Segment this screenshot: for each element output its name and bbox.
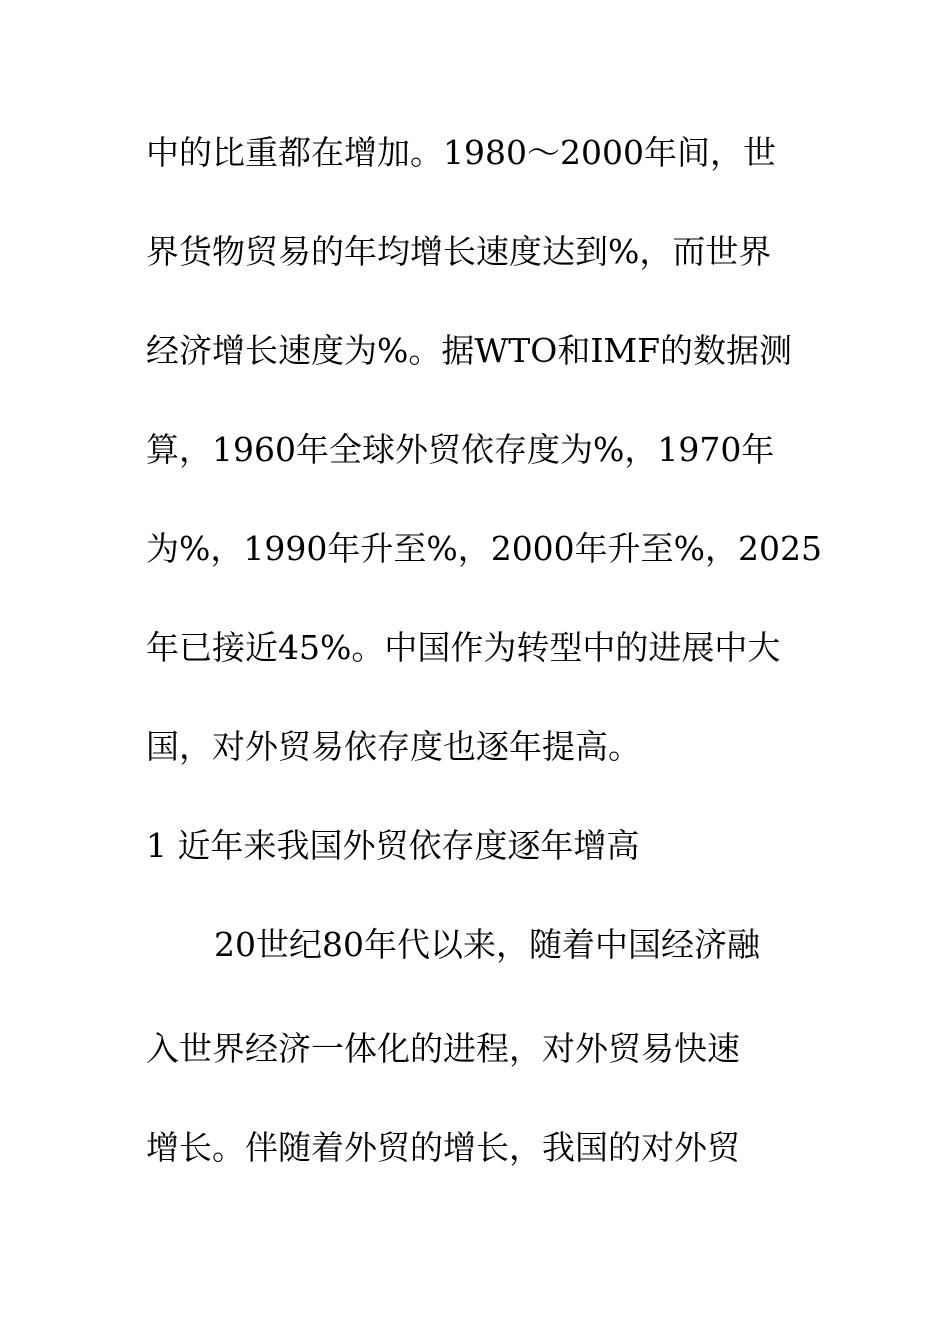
section-heading: 1 近年来我国外贸依存度逐年增高 [146, 826, 640, 865]
body-text-line: 入世界经济一体化的进程，对外贸易快速 [146, 1029, 740, 1068]
body-text-line: 算，1960年全球外贸依存度为%，1970年 [146, 430, 775, 469]
body-text-line: 中的比重都在增加。1980～2000年间，世 [146, 133, 776, 172]
body-text-line: 增长。伴随着外贸的增长，我国的对外贸 [146, 1128, 740, 1167]
body-text-line: 国，对外贸易依存度也逐年提高。 [146, 727, 641, 766]
body-text-line: 为%，1990年升至%，2000年升至%，2025 [146, 529, 823, 568]
body-text-line: 年已接近45%。中国作为转型中的进展中大 [146, 628, 781, 667]
body-text-line: 界货物贸易的年均增长速度达到%，而世界 [146, 232, 772, 271]
body-text-line: 经济增长速度为%。据WTO和IMF的数据测 [146, 331, 793, 370]
body-text-line: 20世纪80年代以来，随着中国经济融 [214, 925, 760, 964]
